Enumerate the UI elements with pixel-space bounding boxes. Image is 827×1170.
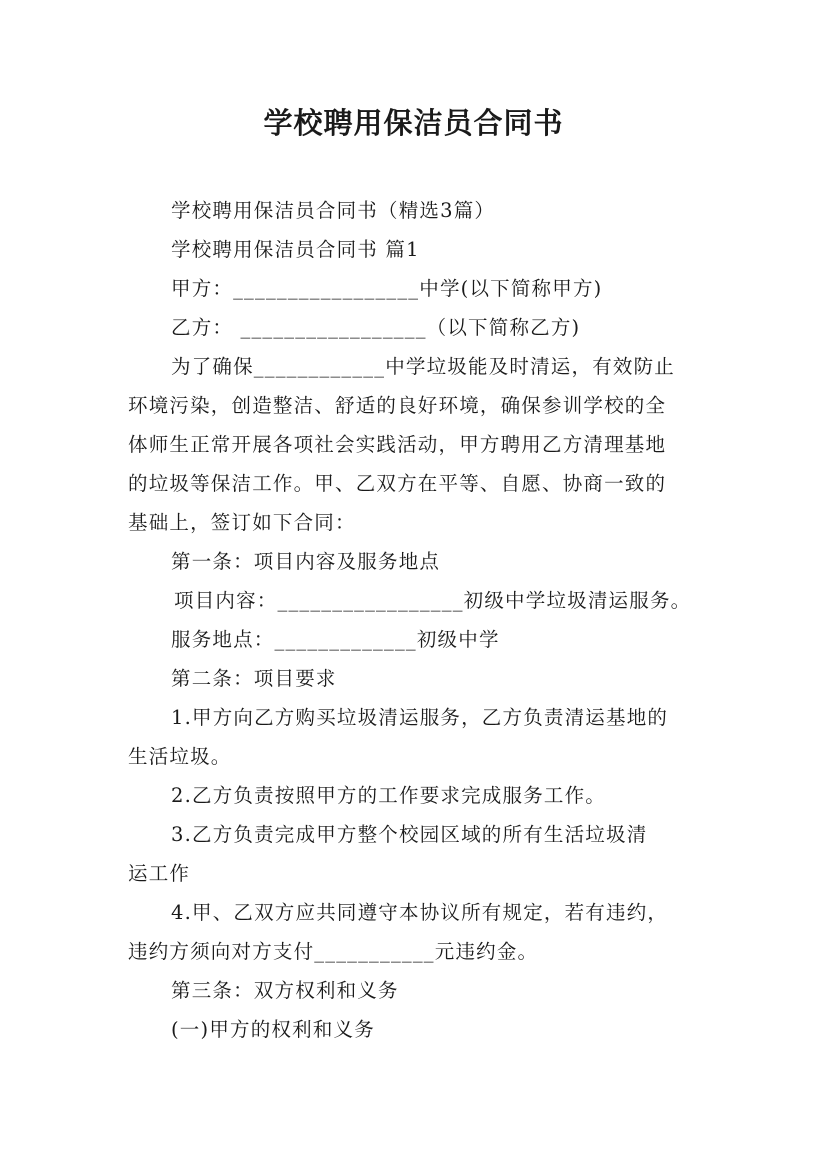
text-line: 第二条：项目要求	[171, 667, 337, 690]
text-line: 的垃圾等保洁工作。甲、乙双方在平等、自愿、协商一致的	[128, 472, 667, 495]
text-line: 3.乙方负责完成甲方整个校园区域的所有生活垃圾清	[171, 823, 648, 846]
text-line: 第一条：项目内容及服务地点	[171, 550, 441, 573]
text-line: 学校聘用保洁员合同书 篇1	[171, 238, 420, 261]
text-line: 体师生正常开展各项社会实践活动，甲方聘用乙方清理基地	[128, 433, 667, 456]
text-line: (一)甲方的权利和义务	[171, 1018, 375, 1041]
text-line: 基础上，签订如下合同：	[128, 511, 356, 534]
text-line: 第三条：双方权利和义务	[171, 979, 399, 1002]
text-line: 项目内容：_________________初级中学垃圾清运服务。	[174, 589, 692, 612]
text-line: 为了确保____________中学垃圾能及时清运，有效防止	[171, 355, 676, 378]
text-line: 生活垃圾。	[128, 745, 232, 768]
text-line: 违约方须向对方支付___________元违约金。	[128, 940, 539, 963]
text-line: 1.甲方向乙方购买垃圾清运服务，乙方负责清运基地的	[171, 706, 669, 729]
text-line: 甲方：_________________中学(以下简称甲方)	[171, 277, 603, 300]
text-line: 乙方： _________________（以下简称乙方)	[171, 316, 581, 339]
document-title: 学校聘用保洁员合同书	[263, 106, 564, 140]
text-line: 运工作	[128, 862, 191, 885]
text-line: 学校聘用保洁员合同书（精选3篇）	[171, 199, 496, 222]
text-line: 4.甲、乙双方应共同遵守本协议所有规定，若有违约，	[171, 901, 669, 924]
text-line: 2.乙方负责按照甲方的工作要求完成服务工作。	[171, 784, 607, 807]
text-line: 环境污染，创造整洁、舒适的良好环境，确保参训学校的全	[128, 394, 667, 417]
text-line: 服务地点：_____________初级中学	[171, 628, 500, 651]
